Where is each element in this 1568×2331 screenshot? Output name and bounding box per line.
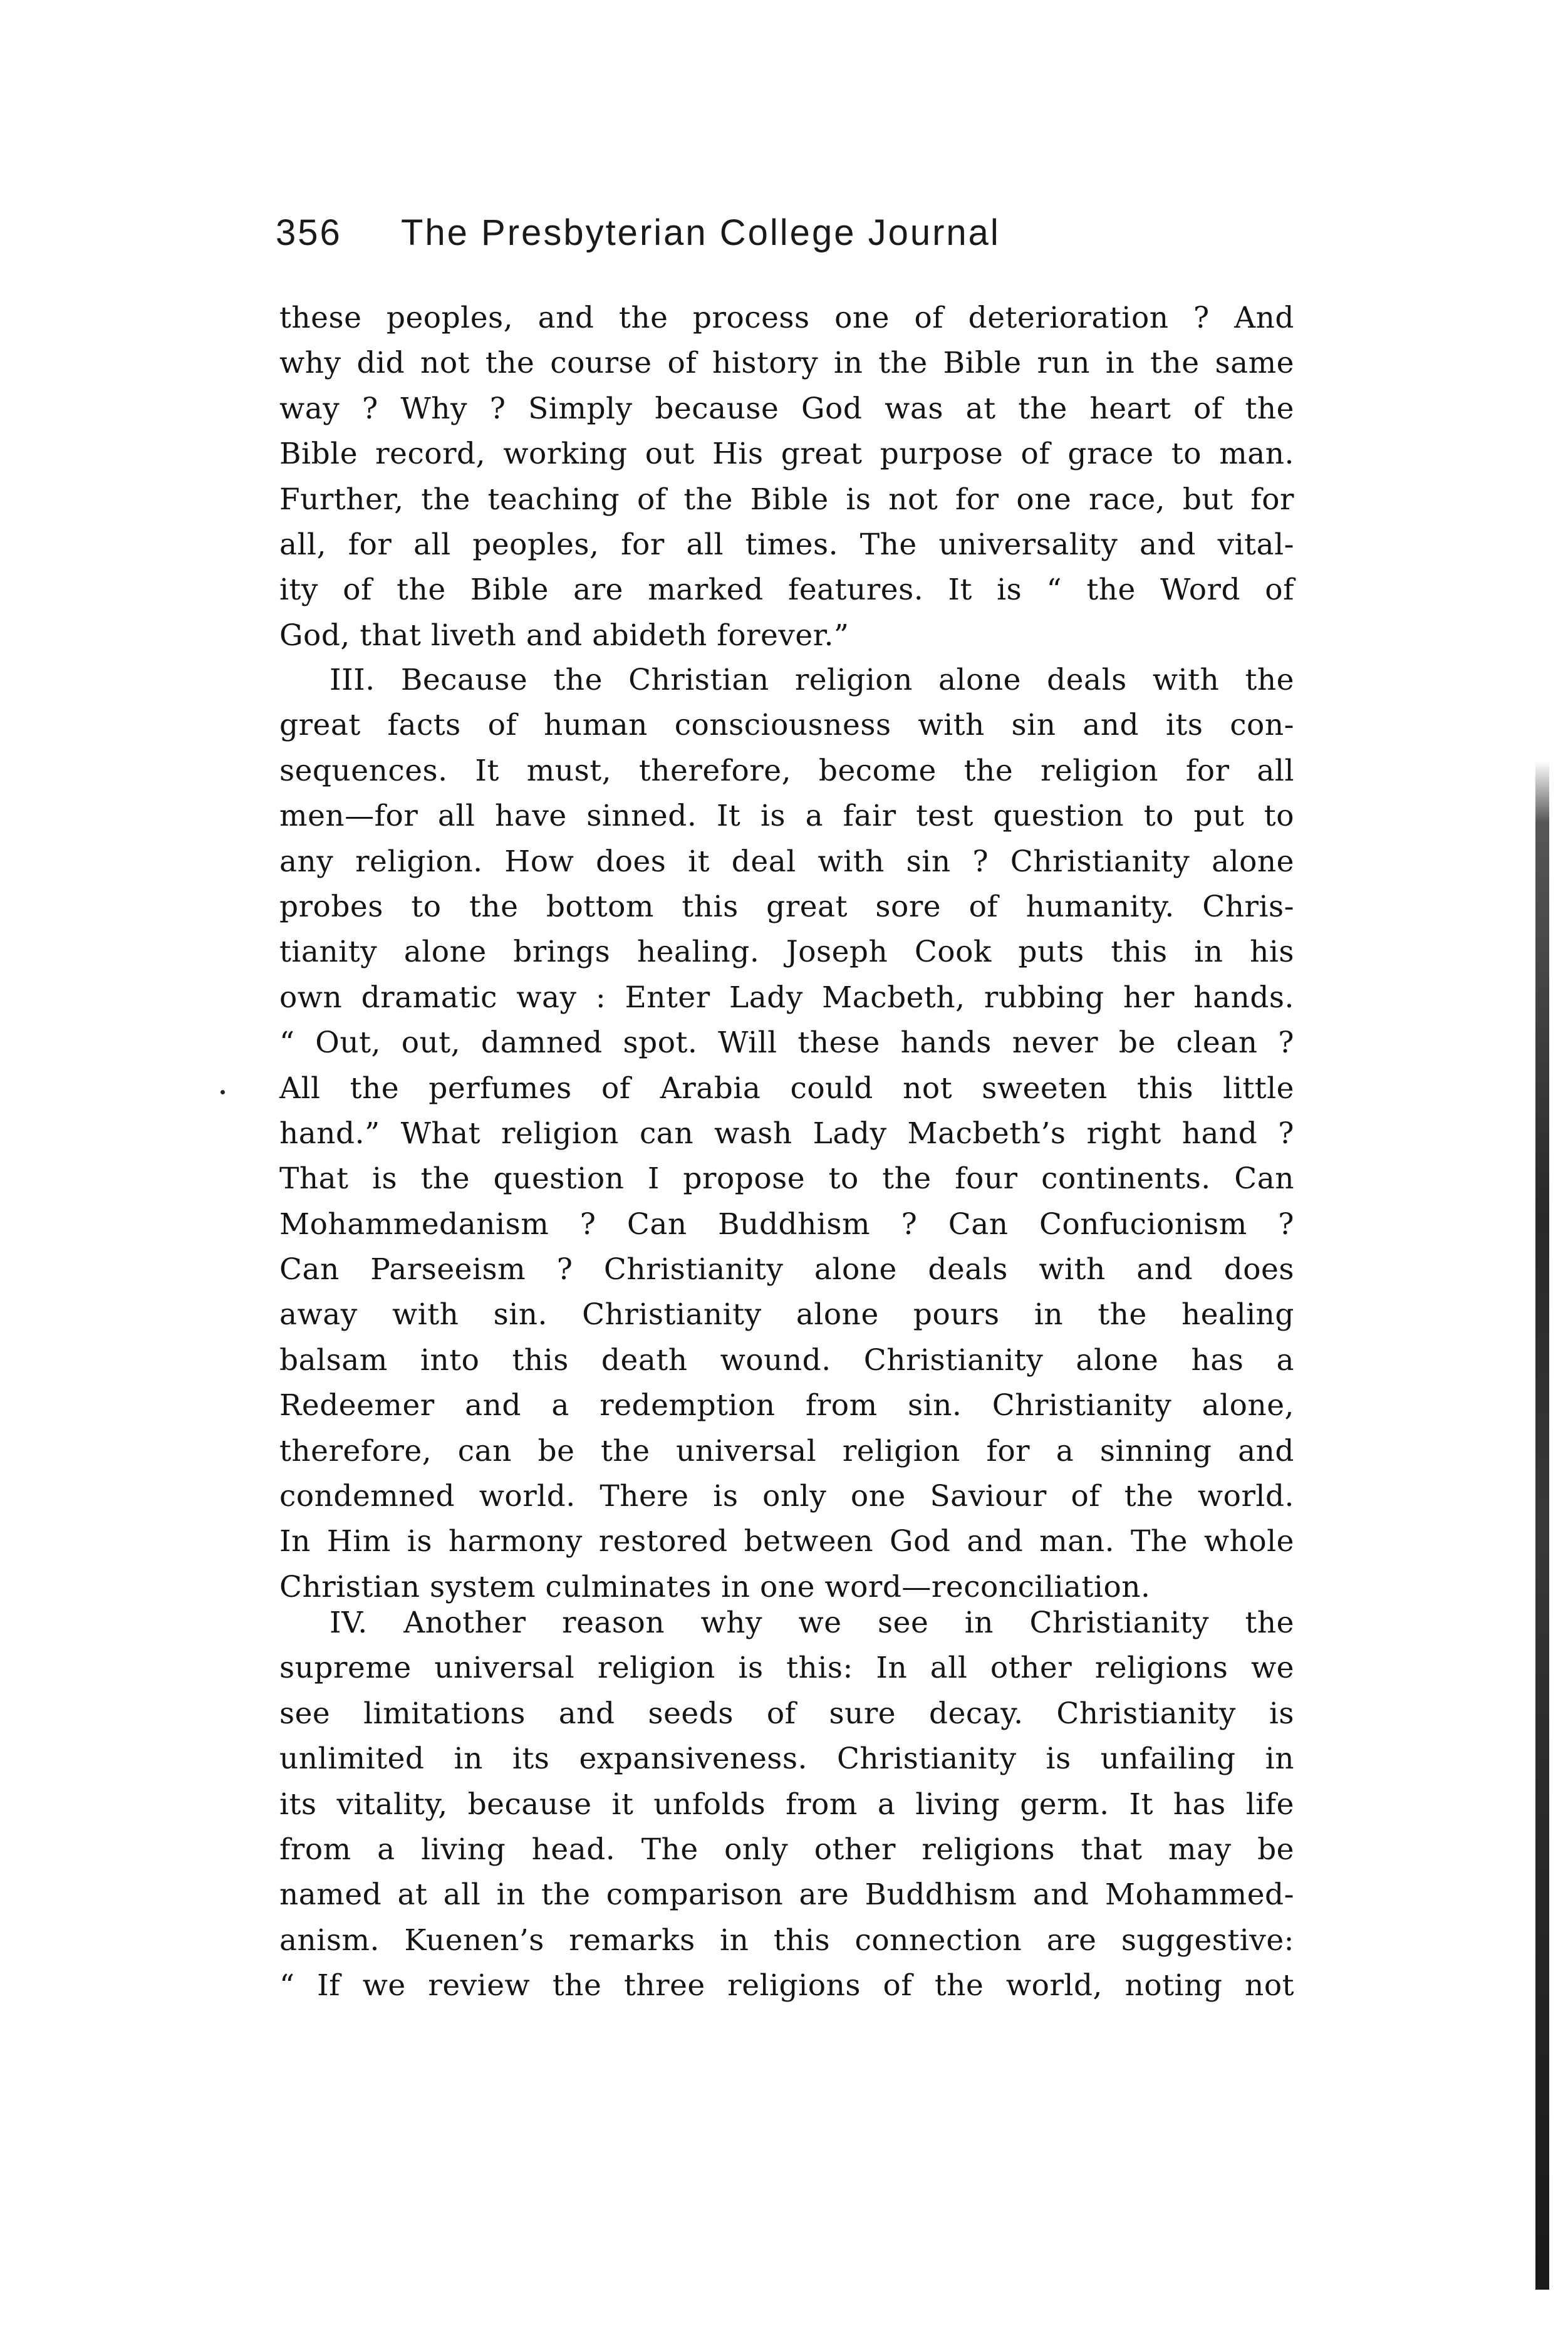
page-header <box>276 212 1303 268</box>
text-line: way ? Why ? Simply because God was at the heart of the <box>279 391 1294 426</box>
text-line: III. Because the Christian religion alone deals with the <box>330 663 1294 697</box>
text-line: named at all in the comparison are Buddhism and Mohammed- <box>279 1877 1294 1913</box>
scan-speck <box>221 1090 225 1094</box>
text-line: “ Out, out, damned spot. Will these hands never be clean ? <box>279 1025 1294 1061</box>
paragraph-iii <box>279 658 1294 1610</box>
text-line: great facts of human consciousness with sin and its con- <box>279 708 1294 743</box>
text-line: own dramatic way : Enter Lady Macbeth, rubbing her hands. <box>279 980 1294 1015</box>
paragraph-continuation <box>279 296 1294 658</box>
text-line: sequences. It must, therefore, become the religion for all <box>279 753 1294 788</box>
text-line: these peoples, and the process one of deterioration ? And <box>279 301 1294 335</box>
text-line: God, that liveth and abideth forever.” <box>279 618 849 653</box>
text-line: from a living head. The only other religions that may be <box>279 1832 1294 1867</box>
text-line: ity of the Bible are marked features. It is “ the Word of <box>279 573 1294 608</box>
text-line: That is the question I propose to the four continents. Can <box>279 1161 1294 1197</box>
text-line: Can Parseeism ? Christianity alone deals with and does <box>279 1252 1294 1287</box>
page-edge-shadow <box>1535 761 1549 2290</box>
text-line: see limitations and seeds of sure decay. Christianity is <box>279 1696 1294 1731</box>
text-line: Further, the teaching of the Bible is not for one race, but for <box>279 482 1294 517</box>
text-line: condemned world. There is only one Saviour of the world. <box>279 1479 1294 1514</box>
text-line: “ If we review the three religions of the world, noting not <box>279 1968 1294 2003</box>
text-line: men—for all have sinned. It is a fair test question to put to <box>279 799 1294 834</box>
text-line: its vitality, because it unfolds from a living germ. It has life <box>279 1787 1294 1822</box>
text-line: tianity alone brings healing. Joseph Cook puts this in his <box>279 935 1294 970</box>
text-line: Christian system culminates in one word—reconciliation. <box>279 1569 1151 1604</box>
text-line: all, for all peoples, for all times. The universality and vital- <box>279 527 1294 562</box>
text-line: Bible record, working out His great purpose of grace to man. <box>279 437 1294 472</box>
text-line: Redeemer and a redemption from sin. Christianity alone, <box>279 1388 1294 1423</box>
running-title: The Presbyterian College Journal <box>401 212 1000 253</box>
text-line: any religion. How does it deal with sin ? Christianity alone <box>279 844 1294 879</box>
text-line: probes to the bottom this great sore of humanity. Chris- <box>279 889 1294 924</box>
text-line: anism. Kuenen’s remarks in this connection are suggestive: <box>279 1923 1294 1958</box>
text-line: In Him is harmony restored between God and man. The whole <box>279 1524 1294 1559</box>
page-number: 356 <box>276 212 342 253</box>
text-line: IV. Another reason why we see in Christianity the <box>330 1606 1294 1640</box>
text-line: Mohammedanism ? Can Buddhism ? Can Confucionism ? <box>279 1207 1294 1242</box>
text-line: away with sin. Christianity alone pours in the healing <box>279 1297 1294 1332</box>
text-line: supreme universal religion is this: In all other religions we <box>279 1651 1294 1686</box>
paragraph-iv <box>279 1601 1294 2009</box>
text-line: why did not the course of history in the Bible run in the same <box>279 346 1294 381</box>
text-line: therefore, can be the universal religion for a sinning and <box>279 1433 1294 1468</box>
text-line: hand.” What religion can wash Lady Macbeth’s right hand ? <box>279 1116 1294 1151</box>
text-line: unlimited in its expansiveness. Christianity is unfailing in <box>279 1742 1294 1777</box>
text-line: All the perfumes of Arabia could not sweeten this little <box>279 1071 1294 1106</box>
text-line: balsam into this death wound. Christianity alone has a <box>279 1342 1294 1378</box>
